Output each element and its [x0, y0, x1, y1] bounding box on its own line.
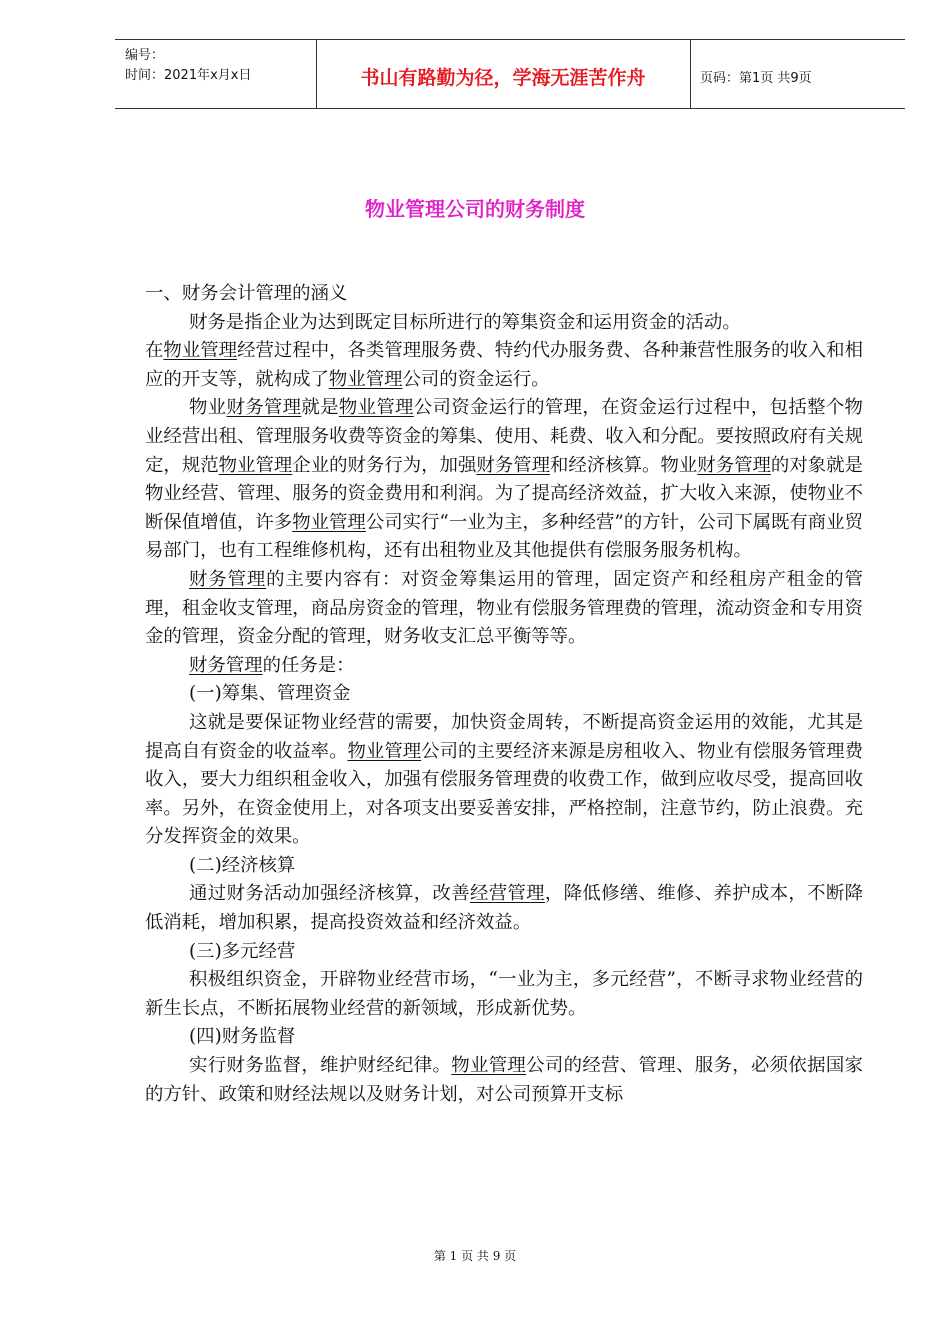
link-wuye-guanli[interactable]: 物业管理 — [163, 340, 238, 362]
page-footer: 第 1 页 共 9 页 — [433, 1249, 517, 1263]
link-wuye-guanli[interactable]: 物业管理 — [451, 1055, 527, 1077]
subsection-heading-3: (三)多元经营 — [189, 940, 296, 962]
paragraph-4 — [145, 652, 863, 681]
link-caiwu-guanli[interactable]: 财务管理 — [226, 397, 302, 419]
text-run: 的主要内容有：对资金筹集运用的管理，固定资产和经租房产租金的管理，租金收支管理，商品房资金的管理，物业有偿服务管理费的管理，流动资金和专用资金的管理，资金分配的管理，财务收支汇总平衡等等。 — [145, 568, 863, 648]
subsection-heading-4: (四)财务监督 — [189, 1026, 296, 1048]
link-wuye-guanli[interactable]: 物业管理 — [347, 740, 422, 762]
text-run: 的对象就是物业经营、管理、服务的资金费用和利润。为了提高经济效益，扩大收入来源，使物业不断保值增值，许多 — [145, 454, 863, 533]
text-run: 在 — [145, 340, 164, 362]
section-heading: 一、财务会计管理的涵义 — [145, 283, 348, 304]
link-caiwu-guanli[interactable]: 财务管理 — [189, 568, 267, 590]
text-run: 这就是要保证物业经营的需要，加快资金周转，不断提高资金运用的效能，尤其是提高自有资金的收益率。 — [145, 711, 863, 762]
text-run: 公司的经营、管理、服务，必须依据国家的方针、政策和财经法规以及财务计划，对公司预算开支标 — [145, 1055, 863, 1105]
link-caiwu-guanli[interactable]: 财务管理 — [189, 654, 263, 676]
link-caiwu-guanli[interactable]: 财务管理 — [697, 454, 771, 476]
text-run: 的任务是： — [262, 654, 355, 676]
subsection-heading-2: (二)经济核算 — [189, 854, 296, 876]
document-title: 物业管理公司的财务制度 — [365, 197, 585, 221]
header-page-cell — [690, 40, 905, 108]
text-run: 物业 — [189, 397, 227, 419]
link-jingying-guanli[interactable]: 经营管理 — [469, 883, 545, 905]
paragraph-3 — [145, 566, 863, 652]
link-wuye-guanli[interactable]: 物业管理 — [218, 454, 293, 476]
text-run: 和经济核算。物业 — [550, 454, 698, 476]
link-caiwu-guanli[interactable]: 财务管理 — [476, 454, 551, 476]
link-wuye-guanli[interactable]: 物业管理 — [328, 368, 403, 390]
text-run: 经营过程中，各类管理服务费、特约代办服务费、各种兼营性服务的收入和相应的开支等，就构成了 — [145, 340, 863, 390]
code-label: 编号： — [125, 48, 165, 63]
link-wuye-guanli[interactable]: 物业管理 — [338, 397, 414, 419]
header-meta — [115, 40, 317, 108]
link-wuye-guanli[interactable]: 物业管理 — [292, 511, 366, 533]
text-run: 公司的主要经济来源是房租收入、物业有偿服务管理费收入，要大力组织租金收入，加强有偿服务管理费的收费工作，做到应收尽受，提高回收率。另外，在资金使用上，对各项支出要妥善安排，严格控制，注意节约，防止浪费。充分发挥资金的效果。 — [145, 740, 863, 848]
text-run: 企业的财务行为，加强 — [292, 454, 477, 476]
subsection-body-2 — [145, 880, 863, 937]
text-run: 就是 — [301, 397, 339, 419]
paragraph-1: 财务是指企业为达到既定目标所进行的筹集资金和运用资金的活动。 — [189, 311, 741, 333]
motto-text: 书山有路勤为径，学海无涯苦作舟 — [360, 67, 646, 89]
page-header — [115, 39, 905, 109]
text-run: 实行财务监督，维护财经纪律。 — [189, 1055, 452, 1077]
text-run: 公司实行“一业为主，多种经营”的方针，公司下属既有商业贸易部门，也有工程维修机构，还有出租物业及其他提供有偿服务服务机构。 — [145, 511, 863, 562]
text-run: 通过财务活动加强经济核算，改善 — [189, 883, 470, 905]
header-motto-cell — [316, 40, 691, 108]
text-run: ，降低修缮、维修、养护成本，不断降低消耗，增加积累，提高投资效益和经济效益。 — [145, 883, 863, 934]
text-run: 公司资金运行的管理，在资金运行过程中，包括整个物业经营出租、管理服务收费等资金的筹集、使用、耗费、收入和分配。要按照政府有关规定，规范 — [145, 397, 863, 476]
date-label: 时间：2021年x月x日 — [125, 68, 252, 83]
page-info: 页码：第1页 共9页 — [700, 71, 812, 86]
subsection-body-3: 积极组织资金，开辟物业经营市场，“一业为主，多元经营”，不断寻求物业经营的新生长点，不断拓展物业经营的新领域，形成新优势。 — [145, 969, 863, 1019]
paragraph-2 — [145, 394, 863, 566]
subsection-body-1 — [145, 709, 863, 852]
subsection-body-4 — [145, 1052, 863, 1109]
subsection-heading-1: (一)筹集、管理资金 — [189, 683, 351, 705]
paragraph-1b — [145, 337, 863, 394]
document-body — [145, 280, 863, 1109]
text-run: 公司的资金运行。 — [402, 368, 550, 390]
